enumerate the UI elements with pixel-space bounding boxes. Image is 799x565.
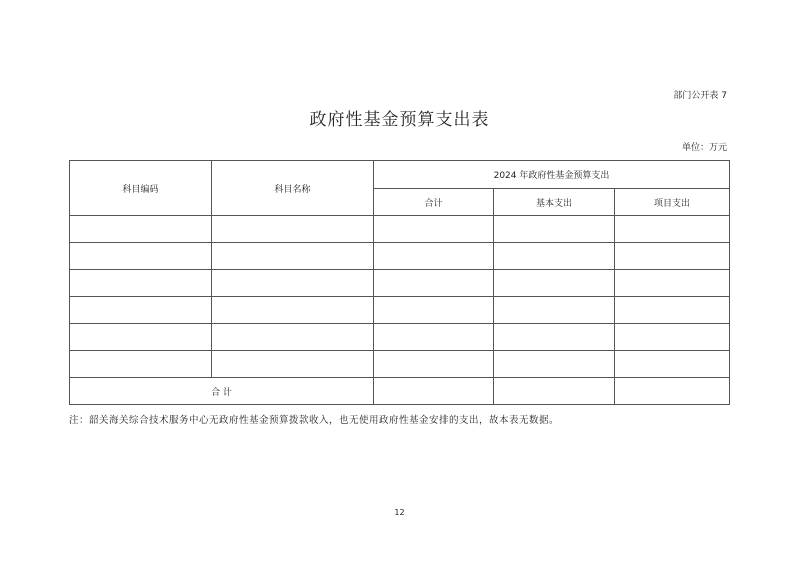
table-row — [70, 351, 730, 378]
table-row — [70, 270, 730, 297]
header-group-2024: 2024 年政府性基金预算支出 — [374, 161, 730, 189]
header-total: 合计 — [374, 189, 494, 216]
table-row — [70, 297, 730, 324]
header-basic-expenditure: 基本支出 — [494, 189, 615, 216]
table-note: 注：韶关海关综合技术服务中心无政府性基金预算拨款收入，也无使用政府性基金安排的支出，故本表无数据。 — [69, 415, 560, 426]
table-row — [70, 243, 730, 270]
table-row — [70, 324, 730, 351]
header-project-expenditure: 项目支出 — [615, 189, 730, 216]
header-subject-code: 科目编码 — [70, 161, 212, 216]
budget-table — [69, 160, 730, 405]
header-subject-name: 科目名称 — [212, 161, 374, 216]
unit-label: 单位：万元 — [681, 143, 727, 153]
page-title: 政府性基金预算支出表 — [309, 110, 490, 130]
table-row — [70, 216, 730, 243]
total-row — [70, 378, 730, 405]
total-label: 合 计 — [70, 378, 374, 405]
page-number: 12 — [394, 508, 405, 517]
page-label: 部门公开表 7 — [673, 91, 727, 101]
